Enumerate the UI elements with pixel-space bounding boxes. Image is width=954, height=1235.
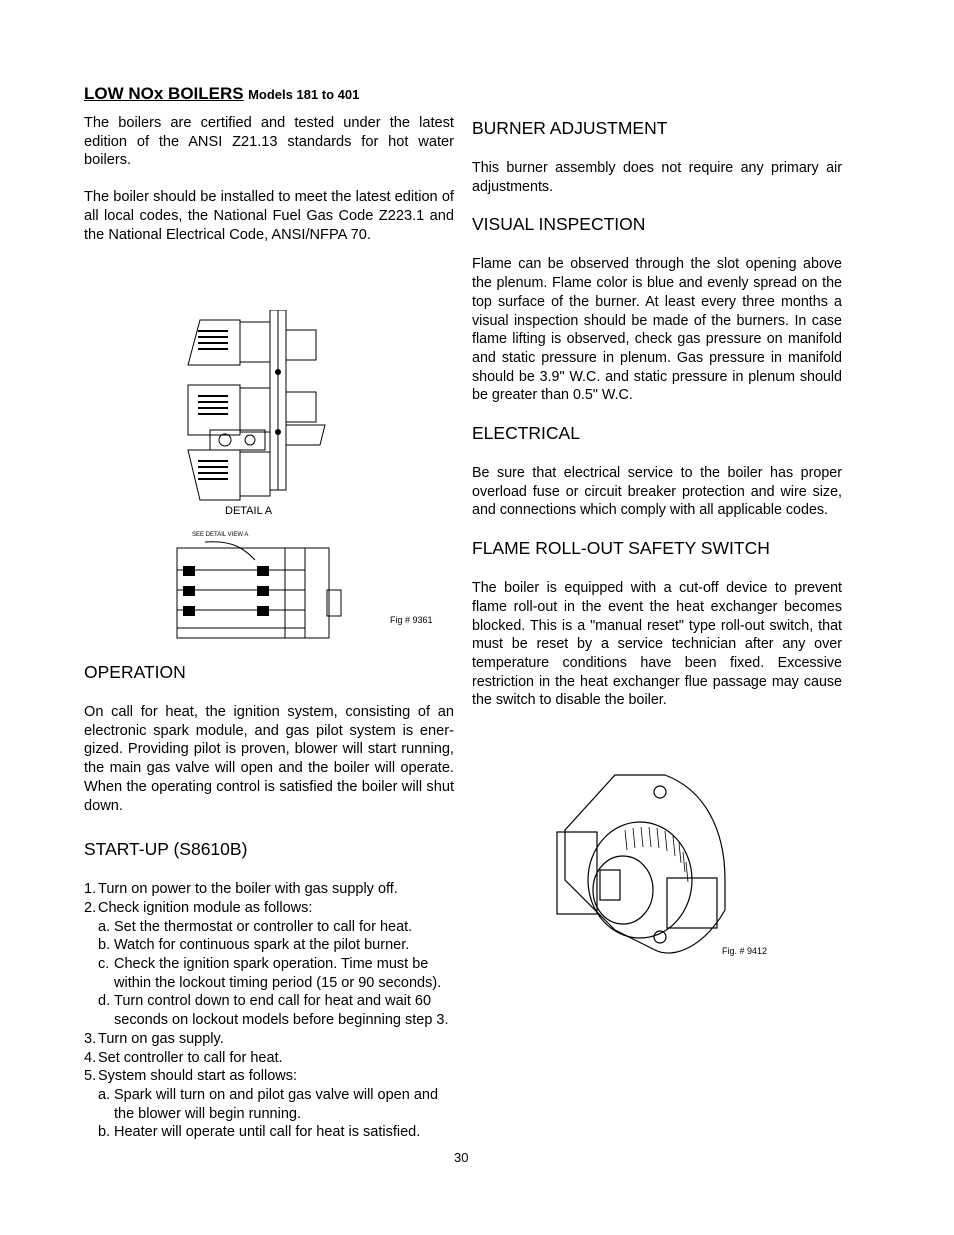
operation-paragraph: On call for heat, the ignition system, consisting of an electronic spark module, and gas pilot system is ener- gized. Providing pilot is proven, blower will start running, the main gas valve will open and the boiler will operate. When the operating control is satisfied the boiler will shut down. <box>84 704 454 814</box>
list-item: a. Spark will turn on and pilot gas valve will open and the blower will begin running. <box>98 1086 439 1122</box>
list-item: b. Watch for continuous spark at the pilot burner. <box>98 937 410 954</box>
page-subtitle: Models 181 to 401 <box>248 87 360 102</box>
operation-heading: OPERATION <box>84 662 186 682</box>
electrical-paragraph: Be sure that electrical service to the boiler has proper overload fuse or circuit breaker protection and wire size, and connections which comply with all applicable codes. <box>472 465 842 519</box>
flame-rollout-heading: FLAME ROLL-OUT SAFETY SWITCH <box>472 538 770 559</box>
list-item: 2. Check ignition module as follows: <box>84 899 313 916</box>
visual-inspection-paragraph: Flame can be observed through the slot opening above the plenum. Flame color is blue and evenly spread on the top surface of the burner. At least every three months a visual inspection should be made of the burners. In case flame lifting is observed, check gas pressure on manifold and static pressure in plenum. Gas pressure in manifold should be 3.9" W.C. and static pressure in plenum should be greater than 0.5" W.C. <box>472 256 842 404</box>
fig-9361-label: Fig # 9361 <box>390 615 433 625</box>
list-item: a. Set the thermostat or controller to call for heat. <box>98 918 413 935</box>
burner-detail-figure <box>180 310 330 515</box>
left-column-lower <box>84 662 454 1142</box>
right-column <box>472 118 842 728</box>
rollout-switch-figure <box>555 770 730 965</box>
fig-9412-label: Fig. # 9412 <box>722 946 768 956</box>
flame-rollout-paragraph: The boiler is equipped with a cut-off device to prevent flame roll-out in the event the heat exchanger becomes blocked. This is a "manual reset" type roll-out switch, that must be reset by a service technician after any over temperature conditions have been fixed. Excessive restriction in the heat exchanger flue passage may cause the switch to disable the boiler. <box>472 580 842 709</box>
startup-heading: START-UP (S8610B) <box>84 839 248 860</box>
list-item: d. Turn control down to end call for heat and wait 60 seconds on lockout models before beginning step 3. <box>98 993 449 1029</box>
page-number: 30 <box>454 1150 469 1165</box>
list-item: 3. Turn on gas supply. <box>84 1030 224 1047</box>
list-item: c. Check the ignition spark operation. Time must be within the lockout timing period (15 or 90 seconds). <box>98 956 442 991</box>
burner-adjustment-paragraph: This burner assembly does not require any primary air adjustments. <box>472 160 842 195</box>
detail-a-label: DETAIL A <box>225 505 273 517</box>
burner-adjustment-heading: BURNER ADJUSTMENT <box>472 118 668 138</box>
section-title <box>84 84 454 104</box>
see-detail-label: SEE DETAIL VIEW A <box>192 532 249 538</box>
page-title: LOW NOx BOILERS <box>84 84 244 103</box>
list-item: 1. Turn on power to the boiler with gas supply off. <box>84 881 398 898</box>
electrical-heading: ELECTRICAL <box>472 423 580 444</box>
list-item: b. Heater will operate until call for heat is satisfied. <box>98 1124 421 1141</box>
left-column <box>84 84 454 262</box>
boiler-overview-figure <box>175 540 345 640</box>
list-item: 5. System should start as follows: <box>84 1068 298 1085</box>
visual-inspection-heading: VISUAL INSPECTION <box>472 214 646 235</box>
intro-paragraph-2: The boiler should be installed to meet the latest edition of all local codes, the National Fuel Gas Code Z223.1 and the National Electrical Code, ANSI/NFPA 70. <box>84 189 454 243</box>
list-item: 4. Set controller to call for heat. <box>84 1049 283 1066</box>
startup-steps-list <box>84 880 454 1142</box>
intro-paragraph-1: The boilers are certified and tested under the latest edition of the ANSI Z21.13 standards for hot water boilers. <box>84 115 454 169</box>
